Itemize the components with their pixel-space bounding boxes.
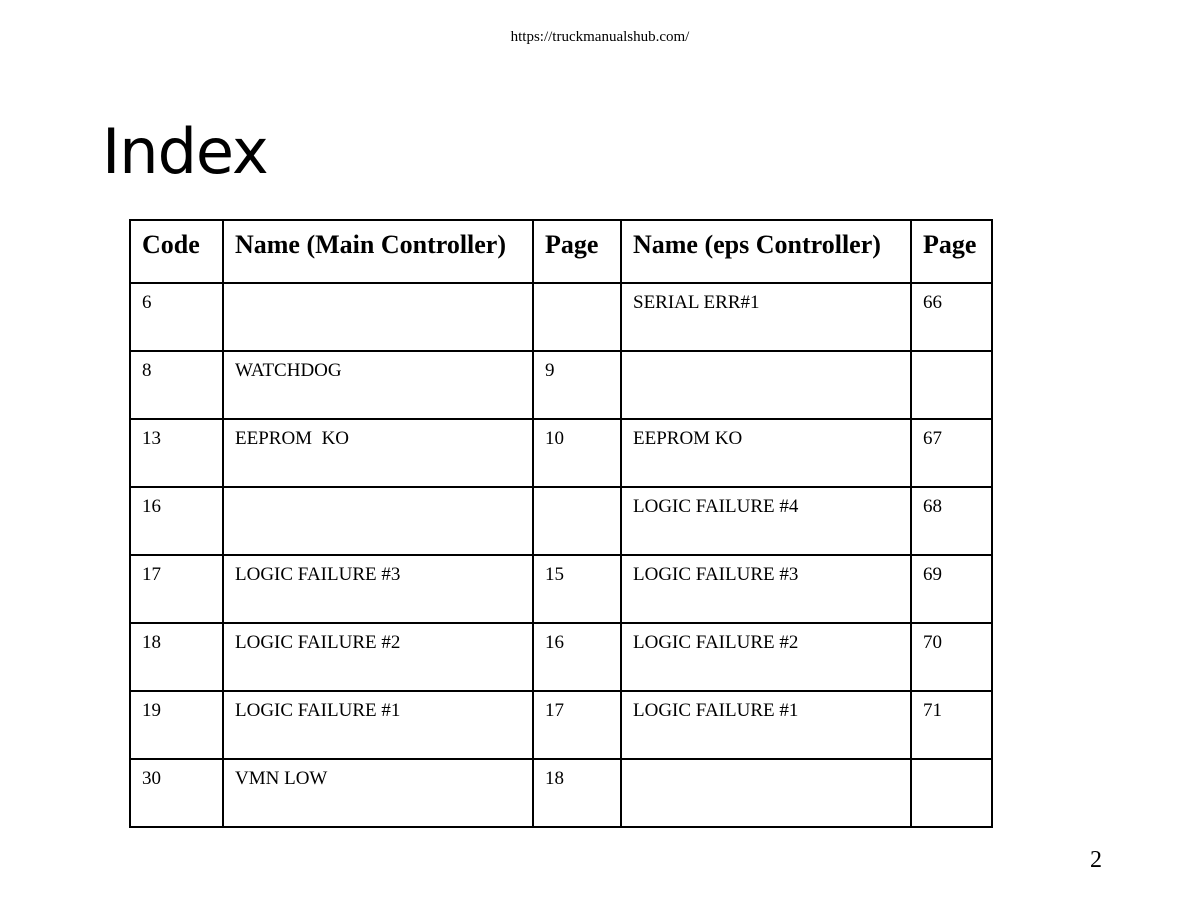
cell-eps-name: LOGIC FAILURE #2: [621, 623, 911, 691]
cell-main-page: 17: [533, 691, 621, 759]
page-title: Index: [102, 115, 268, 188]
cell-eps-page: 68: [911, 487, 992, 555]
cell-main-page: 16: [533, 623, 621, 691]
cell-eps-page: 70: [911, 623, 992, 691]
cell-code: 19: [130, 691, 223, 759]
cell-eps-name: [621, 759, 911, 827]
cell-main-name: LOGIC FAILURE #2: [223, 623, 533, 691]
cell-main-page: [533, 283, 621, 351]
cell-code: 8: [130, 351, 223, 419]
cell-main-name: WATCHDOG: [223, 351, 533, 419]
cell-eps-page: 67: [911, 419, 992, 487]
cell-main-page: 15: [533, 555, 621, 623]
cell-eps-name: [621, 351, 911, 419]
table-row: [130, 419, 992, 487]
header-main-controller-name: Name (Main Controller): [223, 220, 533, 283]
cell-eps-page: [911, 351, 992, 419]
cell-eps-page: [911, 759, 992, 827]
index-table: [129, 219, 993, 828]
cell-eps-page: 71: [911, 691, 992, 759]
table-header-row: [130, 220, 992, 283]
cell-eps-name: SERIAL ERR#1: [621, 283, 911, 351]
cell-main-page: 9: [533, 351, 621, 419]
cell-main-page: [533, 487, 621, 555]
table-row: [130, 283, 992, 351]
header-main-page: Page: [533, 220, 621, 283]
cell-code: 16: [130, 487, 223, 555]
cell-eps-name: LOGIC FAILURE #1: [621, 691, 911, 759]
cell-eps-page: 69: [911, 555, 992, 623]
cell-code: 13: [130, 419, 223, 487]
cell-eps-name: EEPROM KO: [621, 419, 911, 487]
cell-main-name: LOGIC FAILURE #3: [223, 555, 533, 623]
page-number: 2: [1090, 847, 1102, 873]
table-row: [130, 759, 992, 827]
cell-main-name: VMN LOW: [223, 759, 533, 827]
cell-main-name: LOGIC FAILURE #1: [223, 691, 533, 759]
cell-code: 18: [130, 623, 223, 691]
cell-main-name: [223, 487, 533, 555]
cell-main-name: EEPROM KO: [223, 419, 533, 487]
cell-main-name: [223, 283, 533, 351]
table-row: [130, 623, 992, 691]
table-row: [130, 691, 992, 759]
cell-main-page: 18: [533, 759, 621, 827]
table-row: [130, 351, 992, 419]
header-eps-page: Page: [911, 220, 992, 283]
cell-code: 6: [130, 283, 223, 351]
table-row: [130, 555, 992, 623]
cell-eps-page: 66: [911, 283, 992, 351]
cell-code: 17: [130, 555, 223, 623]
header-eps-controller-name: Name (eps Controller): [621, 220, 911, 283]
cell-eps-name: LOGIC FAILURE #4: [621, 487, 911, 555]
header-code: Code: [130, 220, 223, 283]
cell-code: 30: [130, 759, 223, 827]
header-url: https://truckmanualshub.com/: [510, 29, 690, 45]
table-row: [130, 487, 992, 555]
cell-main-page: 10: [533, 419, 621, 487]
cell-eps-name: LOGIC FAILURE #3: [621, 555, 911, 623]
